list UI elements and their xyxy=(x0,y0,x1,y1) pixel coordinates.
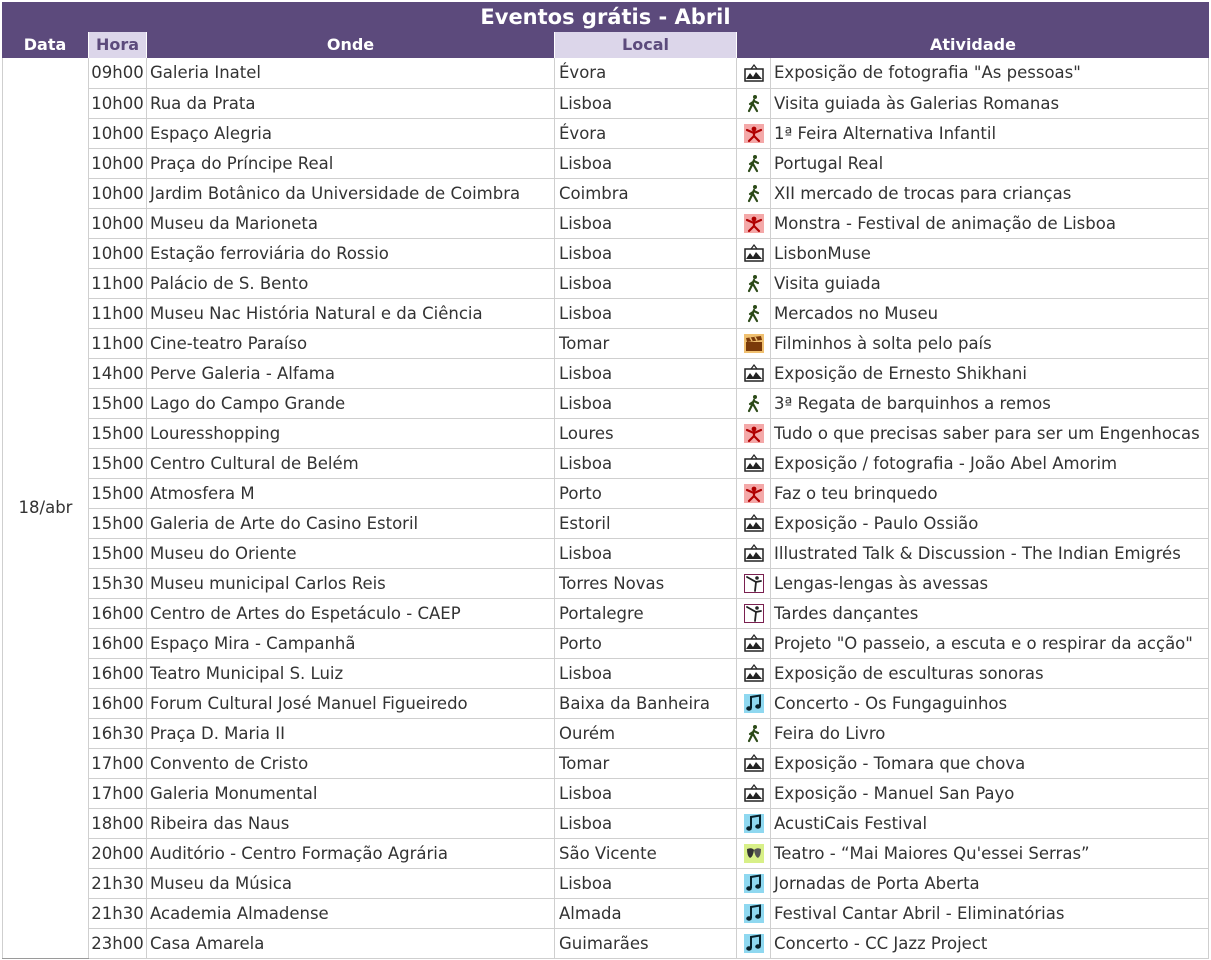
hora-cell[interactable]: 20h00 xyxy=(89,838,147,868)
onde-cell[interactable]: Lago do Campo Grande xyxy=(147,388,555,418)
hora-cell[interactable]: 15h00 xyxy=(89,478,147,508)
onde-cell[interactable]: Teatro Municipal S. Luiz xyxy=(147,658,555,688)
table-row xyxy=(3,268,1209,298)
local-cell[interactable]: Lisboa xyxy=(555,208,737,238)
hora-cell[interactable]: 11h00 xyxy=(89,298,147,328)
onde-cell[interactable]: Palácio de S. Bento xyxy=(147,268,555,298)
hora-cell[interactable]: 15h30 xyxy=(89,568,147,598)
onde-cell[interactable]: Museu municipal Carlos Reis xyxy=(147,568,555,598)
table-row xyxy=(3,568,1209,598)
local-cell[interactable]: Évora xyxy=(555,58,737,88)
activity-icon-cell[interactable] xyxy=(737,88,771,118)
atividade-cell[interactable]: Exposição de esculturas sonoras xyxy=(771,658,1209,688)
table-row xyxy=(3,148,1209,178)
local-cell[interactable]: Almada xyxy=(555,898,737,928)
hora-cell[interactable]: 16h00 xyxy=(89,598,147,628)
hora-cell[interactable]: 15h00 xyxy=(89,448,147,478)
table-row xyxy=(3,208,1209,238)
walking-icon xyxy=(744,273,764,292)
table-row xyxy=(3,898,1209,928)
hora-cell[interactable]: 15h00 xyxy=(89,418,147,448)
atividade-cell[interactable]: Exposição - Manuel San Payo xyxy=(771,778,1209,808)
local-cell[interactable]: Lisboa xyxy=(555,868,737,898)
cinema-icon xyxy=(744,333,764,352)
exhibition-icon xyxy=(744,453,764,472)
table-row xyxy=(3,418,1209,448)
hora-cell[interactable]: 11h00 xyxy=(89,328,147,358)
walking-icon xyxy=(744,303,764,322)
activity-icon-cell[interactable] xyxy=(737,628,771,658)
activity-icon-cell[interactable] xyxy=(737,448,771,478)
onde-cell[interactable]: Convento de Cristo xyxy=(147,748,555,778)
kids-icon xyxy=(744,213,764,232)
onde-cell[interactable]: Museu da Marioneta xyxy=(147,208,555,238)
dance-icon xyxy=(744,573,764,592)
table-row xyxy=(3,118,1209,148)
exhibition-icon xyxy=(744,243,764,262)
table-row xyxy=(3,628,1209,658)
local-cell[interactable]: Lisboa xyxy=(555,448,737,478)
table-row xyxy=(3,478,1209,508)
onde-cell[interactable]: Louresshopping xyxy=(147,418,555,448)
exhibition-icon xyxy=(744,363,764,382)
atividade-cell[interactable]: Festival Cantar Abril - Eliminatórias xyxy=(771,898,1209,928)
dance-icon xyxy=(744,603,764,622)
table-row xyxy=(3,388,1209,418)
hora-cell[interactable]: 10h00 xyxy=(89,148,147,178)
onde-cell[interactable]: Espaço Mira - Campanhã xyxy=(147,628,555,658)
onde-cell[interactable]: Galeria Monumental xyxy=(147,778,555,808)
activity-icon-cell[interactable] xyxy=(737,568,771,598)
atividade-cell[interactable]: 1ª Feira Alternativa Infantil xyxy=(771,118,1209,148)
activity-icon-cell[interactable] xyxy=(737,838,771,868)
table-row xyxy=(3,598,1209,628)
exhibition-icon xyxy=(744,663,764,682)
atividade-cell[interactable]: Visita guiada xyxy=(771,268,1209,298)
atividade-cell[interactable]: Tudo o que precisas saber para ser um Engenhocas xyxy=(771,418,1209,448)
local-cell[interactable]: Lisboa xyxy=(555,298,737,328)
atividade-cell[interactable]: Concerto - Os Fungaguinhos xyxy=(771,688,1209,718)
onde-cell[interactable]: Praça do Príncipe Real xyxy=(147,148,555,178)
activity-icon-cell[interactable] xyxy=(737,328,771,358)
music-icon xyxy=(744,813,764,832)
atividade-cell[interactable]: Concerto - CC Jazz Project xyxy=(771,928,1209,958)
atividade-cell[interactable]: AcustiCais Festival xyxy=(771,808,1209,838)
onde-cell[interactable]: Galeria de Arte do Casino Estoril xyxy=(147,508,555,538)
header-atividade[interactable]: Atividade xyxy=(736,32,1209,58)
onde-cell[interactable]: Casa Amarela xyxy=(147,928,555,958)
header-data[interactable]: Data xyxy=(2,32,88,58)
table-row xyxy=(3,868,1209,898)
hora-cell[interactable]: 09h00 xyxy=(89,58,147,88)
atividade-cell[interactable]: XII mercado de trocas para crianças xyxy=(771,178,1209,208)
local-cell[interactable]: Évora xyxy=(555,118,737,148)
atividade-cell[interactable]: Monstra - Festival de animação de Lisboa xyxy=(771,208,1209,238)
atividade-cell[interactable]: Exposição - Paulo Ossião xyxy=(771,508,1209,538)
events-table xyxy=(2,58,1209,959)
table-row xyxy=(3,808,1209,838)
onde-cell[interactable]: Ribeira das Naus xyxy=(147,808,555,838)
activity-icon-cell[interactable] xyxy=(737,178,771,208)
local-cell[interactable]: Lisboa xyxy=(555,238,737,268)
music-icon xyxy=(744,933,764,952)
activity-icon-cell[interactable] xyxy=(737,388,771,418)
atividade-cell[interactable]: Jornadas de Porta Aberta xyxy=(771,868,1209,898)
hora-cell[interactable]: 18h00 xyxy=(89,808,147,838)
hora-cell[interactable]: 16h00 xyxy=(89,628,147,658)
walking-icon xyxy=(744,183,764,202)
table-row xyxy=(3,658,1209,688)
activity-icon-cell[interactable] xyxy=(737,298,771,328)
atividade-cell[interactable]: Mercados no Museu xyxy=(771,298,1209,328)
local-cell[interactable]: Coimbra xyxy=(555,178,737,208)
table-row xyxy=(3,328,1209,358)
activity-icon-cell[interactable] xyxy=(737,58,771,88)
walking-icon xyxy=(744,93,764,112)
table-row xyxy=(3,178,1209,208)
atividade-cell[interactable]: Portugal Real xyxy=(771,148,1209,178)
hora-cell[interactable]: 14h00 xyxy=(89,358,147,388)
table-row xyxy=(3,448,1209,478)
header-onde[interactable]: Onde xyxy=(146,32,554,58)
activity-icon-cell[interactable] xyxy=(737,898,771,928)
local-cell[interactable]: Ourém xyxy=(555,718,737,748)
activity-icon-cell[interactable] xyxy=(737,118,771,148)
hora-cell[interactable]: 15h00 xyxy=(89,388,147,418)
table-row xyxy=(3,238,1209,268)
kids-icon xyxy=(744,483,764,502)
hora-cell[interactable]: 11h00 xyxy=(89,268,147,298)
exhibition-icon xyxy=(744,753,764,772)
table-row xyxy=(3,838,1209,868)
table-row xyxy=(3,358,1209,388)
onde-cell[interactable]: Cine-teatro Paraíso xyxy=(147,328,555,358)
hora-cell[interactable]: 21h30 xyxy=(89,898,147,928)
local-cell[interactable]: Torres Novas xyxy=(555,568,737,598)
atividade-cell[interactable]: 3ª Regata de barquinhos a remos xyxy=(771,388,1209,418)
local-cell[interactable]: Lisboa xyxy=(555,388,737,418)
hora-cell[interactable]: 10h00 xyxy=(89,118,147,148)
local-cell[interactable]: São Vicente xyxy=(555,838,737,868)
hora-cell[interactable]: 21h30 xyxy=(89,868,147,898)
onde-cell[interactable]: Museu da Música xyxy=(147,868,555,898)
local-cell[interactable]: Lisboa xyxy=(555,358,737,388)
exhibition-icon xyxy=(744,633,764,652)
exhibition-icon xyxy=(744,543,764,562)
local-cell[interactable]: Lisboa xyxy=(555,538,737,568)
local-cell[interactable]: Lisboa xyxy=(555,808,737,838)
table-row xyxy=(3,58,1209,88)
header-hora[interactable]: Hora xyxy=(88,32,146,58)
local-cell[interactable]: Lisboa xyxy=(555,658,737,688)
onde-cell[interactable]: Galeria Inatel xyxy=(147,58,555,88)
local-cell[interactable]: Porto xyxy=(555,478,737,508)
onde-cell[interactable]: Atmosfera M xyxy=(147,478,555,508)
header-local[interactable]: Local xyxy=(554,32,736,58)
atividade-cell[interactable]: Faz o teu brinquedo xyxy=(771,478,1209,508)
table-row xyxy=(3,538,1209,568)
activity-icon-cell[interactable] xyxy=(737,478,771,508)
atividade-cell[interactable]: Exposição de fotografia "As pessoas" xyxy=(771,58,1209,88)
activity-icon-cell[interactable] xyxy=(737,748,771,778)
onde-cell[interactable]: Estação ferroviária do Rossio xyxy=(147,238,555,268)
local-cell[interactable]: Lisboa xyxy=(555,148,737,178)
local-cell[interactable]: Guimarães xyxy=(555,928,737,958)
activity-icon-cell[interactable] xyxy=(737,718,771,748)
local-cell[interactable]: Tomar xyxy=(555,328,737,358)
local-cell[interactable]: Lisboa xyxy=(555,88,737,118)
activity-icon-cell[interactable] xyxy=(737,868,771,898)
local-cell[interactable]: Porto xyxy=(555,628,737,658)
atividade-cell[interactable]: Teatro - “Mai Maiores Qu'essei Serras” xyxy=(771,838,1209,868)
hora-cell[interactable]: 10h00 xyxy=(89,178,147,208)
walking-icon xyxy=(744,393,764,412)
onde-cell[interactable]: Museu do Oriente xyxy=(147,538,555,568)
table-row xyxy=(3,508,1209,538)
activity-icon-cell[interactable] xyxy=(737,418,771,448)
onde-cell[interactable]: Praça D. Maria II xyxy=(147,718,555,748)
date-cell[interactable]: 18/abr xyxy=(3,58,89,958)
local-cell[interactable]: Baixa da Banheira xyxy=(555,688,737,718)
hora-cell[interactable]: 15h00 xyxy=(89,508,147,538)
onde-cell[interactable]: Jardim Botânico da Universidade de Coimbra xyxy=(147,178,555,208)
local-cell[interactable]: Estoril xyxy=(555,508,737,538)
onde-cell[interactable]: Espaço Alegria xyxy=(147,118,555,148)
hora-cell[interactable]: 10h00 xyxy=(89,88,147,118)
atividade-cell[interactable]: Exposição - Tomara que chova xyxy=(771,748,1209,778)
hora-cell[interactable]: 23h00 xyxy=(89,928,147,958)
atividade-cell[interactable]: Exposição de Ernesto Shikhani xyxy=(771,358,1209,388)
hora-cell[interactable]: 10h00 xyxy=(89,238,147,268)
hora-cell[interactable]: 17h00 xyxy=(89,778,147,808)
theatre-icon xyxy=(744,843,764,862)
activity-icon-cell[interactable] xyxy=(737,148,771,178)
atividade-cell[interactable]: Illustrated Talk & Discussion - The Indian Emigrés xyxy=(771,538,1209,568)
table-row xyxy=(3,688,1209,718)
music-icon xyxy=(744,873,764,892)
hora-cell[interactable]: 17h00 xyxy=(89,748,147,778)
table-row xyxy=(3,748,1209,778)
atividade-cell[interactable]: Lengas-lengas às avessas xyxy=(771,568,1209,598)
onde-cell[interactable]: Rua da Prata xyxy=(147,88,555,118)
table-row xyxy=(3,298,1209,328)
activity-icon-cell[interactable] xyxy=(737,208,771,238)
kids-icon xyxy=(744,123,764,142)
activity-icon-cell[interactable] xyxy=(737,808,771,838)
onde-cell[interactable]: Perve Galeria - Alfama xyxy=(147,358,555,388)
activity-icon-cell[interactable] xyxy=(737,358,771,388)
local-cell[interactable]: Loures xyxy=(555,418,737,448)
activity-icon-cell[interactable] xyxy=(737,658,771,688)
atividade-cell[interactable]: Feira do Livro xyxy=(771,718,1209,748)
onde-cell[interactable]: Forum Cultural José Manuel Figueiredo xyxy=(147,688,555,718)
onde-cell[interactable]: Centro de Artes do Espetáculo - CAEP xyxy=(147,598,555,628)
onde-cell[interactable]: Centro Cultural de Belém xyxy=(147,448,555,478)
hora-cell[interactable]: 16h00 xyxy=(89,688,147,718)
table-row xyxy=(3,718,1209,748)
table-row xyxy=(3,778,1209,808)
activity-icon-cell[interactable] xyxy=(737,778,771,808)
local-cell[interactable]: Lisboa xyxy=(555,778,737,808)
onde-cell[interactable]: Museu Nac História Natural e da Ciência xyxy=(147,298,555,328)
music-icon xyxy=(744,693,764,712)
exhibition-icon xyxy=(744,783,764,802)
onde-cell[interactable]: Academia Almadense xyxy=(147,898,555,928)
activity-icon-cell[interactable] xyxy=(737,538,771,568)
atividade-cell[interactable]: LisbonMuse xyxy=(771,238,1209,268)
table-row xyxy=(3,928,1209,958)
music-icon xyxy=(744,903,764,922)
activity-icon-cell[interactable] xyxy=(737,928,771,958)
activity-icon-cell[interactable] xyxy=(737,598,771,628)
activity-icon-cell[interactable] xyxy=(737,508,771,538)
onde-cell[interactable]: Auditório - Centro Formação Agrária xyxy=(147,838,555,868)
hora-cell[interactable]: 16h30 xyxy=(89,718,147,748)
hora-cell[interactable]: 15h00 xyxy=(89,538,147,568)
local-cell[interactable]: Tomar xyxy=(555,748,737,778)
atividade-cell[interactable]: Exposição / fotografia - João Abel Amorim xyxy=(771,448,1209,478)
kids-icon xyxy=(744,423,764,442)
walking-icon xyxy=(744,153,764,172)
hora-cell[interactable]: 16h00 xyxy=(89,658,147,688)
atividade-cell[interactable]: Visita guiada às Galerias Romanas xyxy=(771,88,1209,118)
sheet-title: Eventos grátis - Abril xyxy=(2,2,1209,33)
activity-icon-cell[interactable] xyxy=(737,268,771,298)
atividade-cell[interactable]: Tardes dançantes xyxy=(771,598,1209,628)
atividade-cell[interactable]: Projeto "O passeio, a escuta e o respirar da acção" xyxy=(771,628,1209,658)
table-row xyxy=(3,88,1209,118)
exhibition-icon xyxy=(744,63,764,82)
exhibition-icon xyxy=(744,513,764,532)
local-cell[interactable]: Lisboa xyxy=(555,268,737,298)
walking-icon xyxy=(744,723,764,742)
local-cell[interactable]: Portalegre xyxy=(555,598,737,628)
hora-cell[interactable]: 10h00 xyxy=(89,208,147,238)
atividade-cell[interactable]: Filminhos à solta pelo país xyxy=(771,328,1209,358)
activity-icon-cell[interactable] xyxy=(737,238,771,268)
activity-icon-cell[interactable] xyxy=(737,688,771,718)
